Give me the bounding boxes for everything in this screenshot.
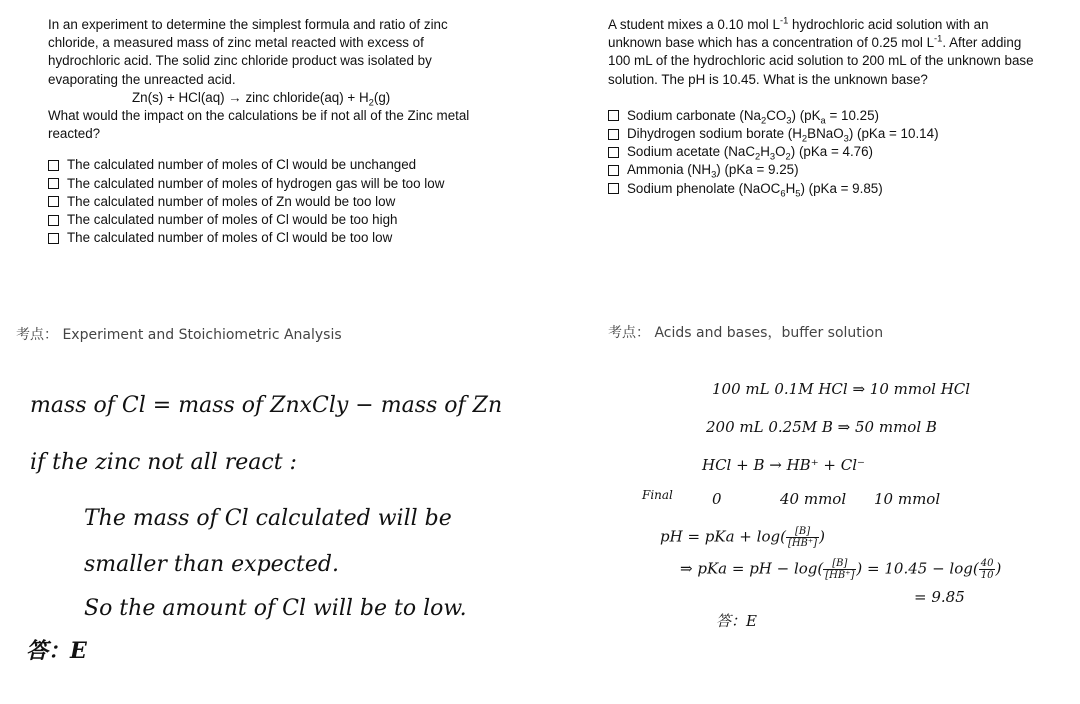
left-work-answer: 答：E: [26, 638, 87, 664]
right-work-final-b: 40 mmol: [780, 490, 847, 508]
checkbox-icon[interactable]: [608, 147, 619, 158]
checkbox-icon[interactable]: [48, 215, 59, 226]
left-option-b[interactable]: The calculated number of moles of hydrogen gas will be too low: [48, 175, 488, 193]
right-work-final-label: Final: [642, 488, 673, 502]
checkbox-icon[interactable]: [48, 178, 59, 189]
left-work-line-4: smaller than expected.: [84, 552, 339, 577]
checkbox-icon[interactable]: [608, 129, 619, 140]
right-option-c[interactable]: Sodium acetate $(NaC_2H_3O_2) (pKa = 4.76)$: [608, 143, 1038, 161]
checkbox-icon[interactable]: [48, 160, 59, 171]
left-work-line-5: So the amount of Cl will be to low.: [84, 596, 467, 621]
right-work-eq3: = 9.85: [914, 588, 965, 606]
left-option-c[interactable]: The calculated number of moles of Zn would be too low: [48, 193, 488, 211]
right-work-eq2: ⇒ pKa = pH − log( $\frac{[B]}{[HB^+]}$ ) = 10.45 − log( $\frac{40}{10}$ ): [680, 558, 1002, 581]
left-options: [48, 156, 488, 247]
right-options: [608, 107, 1038, 198]
right-work-answer: 答：E: [716, 612, 757, 630]
left-question-stem: In an experiment to determine the simplest formula and ratio of zinc chloride, a measured mass of zinc metal reacted with excess of hydrochloric acid. The solid zinc chloride product was isolated by evaporating the unreacted acid.: [48, 17, 448, 87]
fraction: $\frac{40}{10}$: [980, 558, 994, 581]
left-topic: 考点： Experiment and Stoichiometric Analysis: [16, 327, 342, 343]
left-work-line-3: The mass of Cl calculated will be: [84, 506, 452, 531]
left-option-a[interactable]: The calculated number of moles of Cl would be unchanged: [48, 156, 488, 174]
right-option-b[interactable]: Dihydrogen sodium borate $(H_2BNaO_3) (pKa = 10.14)$: [608, 125, 1038, 143]
left-work-line-1: mass of Cl = mass of ZnxCly − mass of Zn: [30, 393, 503, 418]
right-work-line-2: 200 mL 0.25M B ⇒ 50 mmol B: [706, 418, 937, 436]
left-option-d[interactable]: The calculated number of moles of Cl would be too high: [48, 211, 488, 229]
right-work-final-hcl: 0: [712, 490, 722, 508]
checkbox-icon[interactable]: [608, 165, 619, 176]
right-option-e[interactable]: Sodium phenolate $(NaOC_6H_5) (pKa = 9.85)$: [608, 180, 1038, 198]
left-option-e[interactable]: The calculated number of moles of Cl would be too low: [48, 229, 488, 247]
right-work-line-1: 100 mL 0.1M HCl ⇒ 10 mmol HCl: [712, 380, 971, 398]
left-question: [48, 16, 488, 247]
left-question-equation: Zn(s) + HCl(aq) → zinc chloride(aq) + $H_2(g)$: [132, 89, 391, 108]
right-topic: 考点： Acids and bases，buffer solution: [608, 325, 884, 341]
checkbox-icon[interactable]: [608, 110, 619, 121]
right-option-d[interactable]: Ammonia $(NH_3) (pKa = 9.25)$: [608, 161, 1038, 179]
right-question-stem: A student mixes a 0.10 mol $L^{-1}$ hydrochloric acid solution with an unknown base which has a concentration of 0.25 mol $L^{-1}$. After adding 100 mL of the hydrochloric acid solution to 200 mL of the unknown base solution. The pH is 10.45. What is the unknown base?: [608, 15, 1034, 87]
checkbox-icon[interactable]: [48, 196, 59, 207]
checkbox-icon[interactable]: [608, 183, 619, 194]
right-option-a[interactable]: Sodium carbonate $(Na_2CO_3) (pK_a = 10.25)$: [608, 107, 1038, 125]
left-work-line-2: if the zinc not all react :: [30, 450, 297, 475]
fraction: $\frac{[B]}{[HB^+]}$: [787, 526, 818, 549]
right-work-eq1: pH = pKa + log( $\frac{[B]}{[HB^+]}$ ): [660, 526, 825, 549]
left-question-prompt: What would the impact on the calculations be if not all of the Zinc metal reacted?: [48, 108, 470, 142]
right-work-line-3: HCl + B → HB⁺ + Cl⁻: [702, 456, 865, 474]
right-question: [608, 16, 1038, 198]
fraction: $\frac{[B]}{[HB^+]}$: [825, 558, 855, 581]
right-work-final-hb: 10 mmol: [874, 490, 941, 508]
checkbox-icon[interactable]: [48, 233, 59, 244]
